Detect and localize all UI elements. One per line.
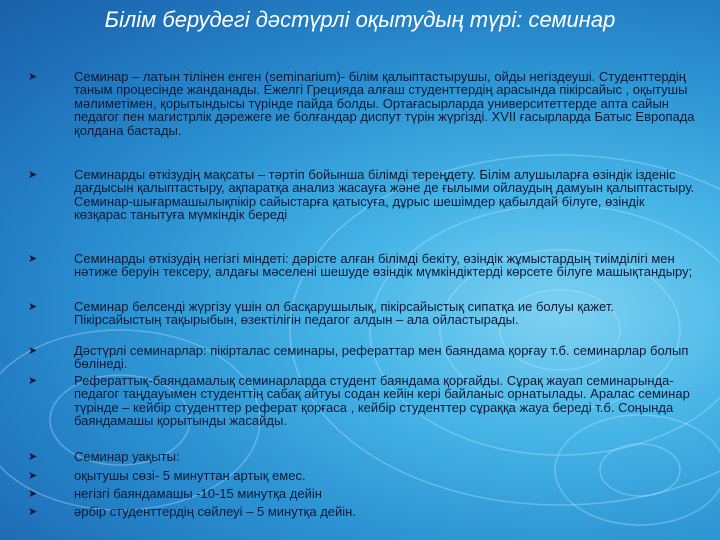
arrowhead-bullet-icon: ➤ [28, 345, 38, 357]
list-item [28, 487, 698, 505]
list-item-text: оқытушы сөзі- 5 минуттан артық емес. [74, 468, 306, 483]
list-item [28, 505, 698, 523]
list-item [28, 450, 698, 469]
bullet-list [28, 70, 698, 523]
list-item-text: әрбір студенттердің сөйлеуі – 5 минутқа дейін. [74, 504, 356, 519]
list-item [28, 469, 698, 487]
list-item [28, 70, 698, 168]
list-item [28, 374, 698, 450]
list-item-text: Семинарды өткізудің мақсаты – тәртіп бойынша білімді тереңдету. Білім алушыларға өзіндік ізденіс дағдысын қалыптастыру, ақпаратқа анализ жасауға және де ғылыми ойлаудың дамуын қалыптастыру. Семинар-шығармашылықпікір сайыстарға қатысуға, дұрыс шешімдер қабылдай білуге, өзіндік көзқарас танытуға мүмкіндік береді [74, 167, 695, 223]
list-item-text: Дәстүрлі семинарлар: пікірталас семинары, рефераттар мен баяндама қорғау т.б. семинарлар болып бөлінеді. [74, 343, 689, 372]
list-item-text: Семинар уақыты: [74, 449, 180, 464]
arrowhead-bullet-icon: ➤ [28, 253, 38, 265]
arrowhead-bullet-icon: ➤ [28, 375, 38, 387]
list-item-text: Рефераттық-баяндамалық семинарларда студент баяндама қорғайды. Сұрақ жауап семинарында- педагог таңдауымен студенттің сабақ айтуы содан кейін кері байланыс орнатылады. Аралас семинар түрінде – кейбір студенттер реферат қорғаса , кейбір студенттер сұраққа жауа береді т.б. Соңында баяндамашы қорытынды жасайды. [74, 373, 690, 429]
arrowhead-bullet-icon: ➤ [28, 506, 38, 518]
arrowhead-bullet-icon: ➤ [28, 71, 38, 83]
list-item-text: негізгі баяндамашы -10-15 минутқа дейін [74, 486, 322, 501]
arrowhead-bullet-icon: ➤ [28, 169, 38, 181]
arrowhead-bullet-icon: ➤ [28, 488, 38, 500]
list-item [28, 252, 698, 300]
list-item-text: Семинарды өткізудің негізгі міндеті: дәрісте алған білімді бекіту, өзіндік жұмыстардың тиімділігі мен нәтиже беруін тексеру, алдағы мәселені шешуде өзіндік мүмкіндіктерді көрсете білуге машықтандыру; [74, 251, 693, 280]
arrowhead-bullet-icon: ➤ [28, 451, 38, 463]
list-item [28, 168, 698, 252]
slide-title: Білім берудегі дәстүрлі оқытудың түрі: семинар [104, 7, 616, 32]
arrowhead-bullet-icon: ➤ [28, 301, 38, 313]
arrowhead-bullet-icon: ➤ [28, 470, 38, 482]
list-item [28, 300, 698, 344]
list-item [28, 344, 698, 374]
list-item-text: Семинар белсенді жүргізу үшін ол басқарушылық, пікірсайыстық сипатқа ие болуы қажет. Пікірсайыстың тақырыбын, өзектілігін педагог алдын – ала ойластырады. [74, 299, 614, 328]
list-item-text: Семинар – латын тілінен енген (seminarium)- білім қалыптастырушы, ойды негіздеуші. Студенттердің таным процесінде жанданады. Ежелгі Грецияда алғаш студенттердің арасында пікірсайыс , оқытушы мәлиметімен, қорытындысы түрінде пайда болды. Ортағасырларда университеттерде апта сайын педагог пен магистрлік дәрежеге ие болғандар диспут түрін жүргізді. XVII ғасырларда Батыс Европада қолдана бастады. [74, 69, 695, 138]
